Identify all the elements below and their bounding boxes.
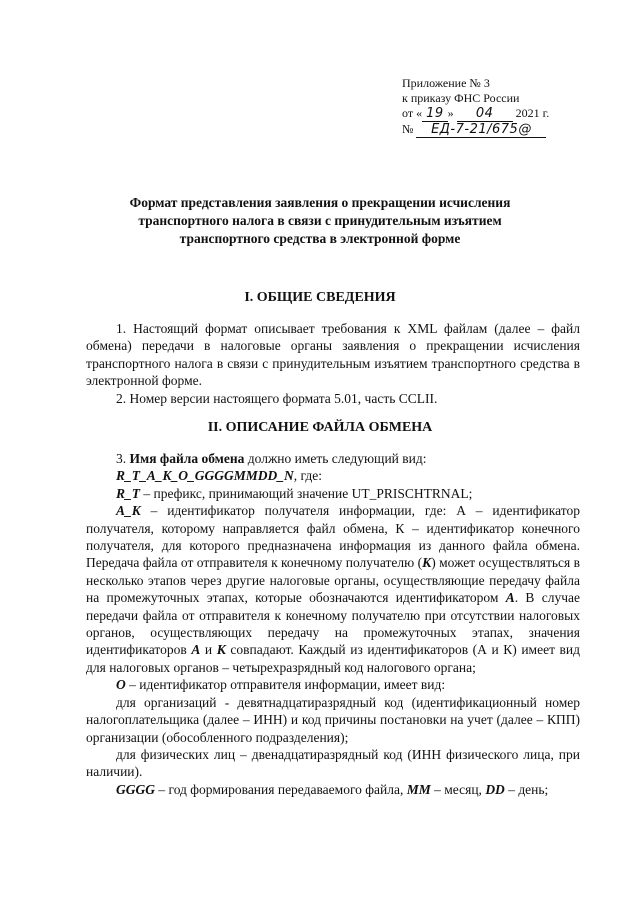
ak-k-1: К xyxy=(422,555,432,571)
gggg-code: GGGG xyxy=(116,781,155,797)
ak-text-1: – идентификатор получателя информации, где: А – идентификатор получателя, которому направляется файл обмена, К – идентификатор конечного получателя, для которого предназначена информация из данного файла обмена. Передача файла от отправителя к конечному получателю ( xyxy=(86,503,580,571)
section-2-heading: II. ОПИСАНИЕ ФАЙЛА ОБМЕНА xyxy=(207,420,433,435)
o-code: О xyxy=(116,677,126,693)
title-line-1: Формат представления заявления о прекращении исчисления xyxy=(129,195,511,210)
title-line-3: транспортного средства в электронной форме xyxy=(179,231,461,246)
mm-code: ММ xyxy=(406,781,431,797)
order-reference: к приказу ФНС России xyxy=(402,91,520,105)
individual-code: для физических лиц – двенадцатиразрядный код (ИНН физического лица, при наличии). xyxy=(86,746,580,780)
ak-code: A_K xyxy=(116,503,141,519)
section-1-heading: I. ОБЩИЕ СВЕДЕНИЯ xyxy=(244,290,396,305)
date-prefix: от « xyxy=(402,106,423,120)
ak-k-2: К xyxy=(216,642,226,658)
organization-code: для организаций - девятнадцатиразрядный код (идентификационный номер налогоплательщика (далее – ИНН) и код причины постановки на учет (далее – КПП) организации (обособленного подразделения); xyxy=(86,694,580,745)
document-title xyxy=(80,194,560,248)
appendix-number: Приложение № 3 xyxy=(402,76,490,90)
date-definition xyxy=(86,781,580,798)
gggg-text: – год формирования передаваемого файла, xyxy=(155,781,407,797)
dd-code: DD xyxy=(485,781,505,797)
section-2-body xyxy=(86,450,580,798)
filename-pattern xyxy=(86,467,580,484)
p3-number: 3. xyxy=(116,451,130,466)
ak-text-3: . В случае передачи файла от отправителя к конечному получателю при отсутствии налоговых органов, осуществляющих передачу на промежуточных этапах, значения идентификаторов xyxy=(86,590,580,658)
p3-term: Имя файла обмена xyxy=(129,451,245,466)
ak-and: и xyxy=(200,642,217,658)
p3-rest: должно иметь следующий вид: xyxy=(244,451,427,466)
rt-code: R_T xyxy=(116,485,141,501)
rt-text: – префикс, принимающий значение UT_PRISCHTRNAL; xyxy=(140,485,473,501)
pattern-suffix: , где: xyxy=(293,468,322,484)
number-prefix: № xyxy=(402,122,414,136)
order-number xyxy=(402,122,592,138)
date-year: 2021 г. xyxy=(515,106,550,120)
ak-text-2: ) может осуществляться в несколько этапов через другие налоговые органы, осуществляющие передачу файла на промежуточных этапах, которые обозначаются идентификатором xyxy=(86,555,580,606)
mm-text: – месяц, xyxy=(430,781,486,797)
paragraph-2: 2. Номер версии настоящего формата 5.01, часть CCLII. xyxy=(116,390,438,406)
date-mid: » xyxy=(447,106,454,120)
o-text: – идентификатор отправителя информации, имеет вид: xyxy=(125,677,446,693)
recipient-definition xyxy=(86,502,580,676)
dd-text: – день; xyxy=(504,781,549,797)
date-month: 04 xyxy=(457,106,513,122)
pattern-code: R_T_A_K_O_GGGGMMDD_N xyxy=(116,468,294,484)
ak-text-4: совпадают. Каждый из идентификаторов (А и К) имеет вид для налоговых органов – четырехразрядный код налогового органа; xyxy=(86,642,580,675)
sender-definition xyxy=(86,676,580,693)
ak-a-1: А xyxy=(505,590,515,606)
paragraph-1: 1. Настоящий формат описывает требования к XML файлам (далее – файл обмена) передачи в налоговые органы заявления о прекращении исчисления транспортного налога в связи с принудительным изъятием транспортного средства в электронной форме. xyxy=(86,321,580,389)
section-1-body xyxy=(86,320,580,407)
appendix-stamp xyxy=(402,76,592,138)
paragraph-3 xyxy=(86,450,580,467)
title-line-2: транспортного налога в связи с принудительным изъятием xyxy=(138,213,502,228)
prefix-definition xyxy=(86,485,580,502)
ak-a-2: А xyxy=(191,642,201,658)
order-date xyxy=(402,106,592,122)
date-day: 19 xyxy=(422,106,448,122)
number-value: ЕД-7-21/675@ xyxy=(416,122,546,138)
